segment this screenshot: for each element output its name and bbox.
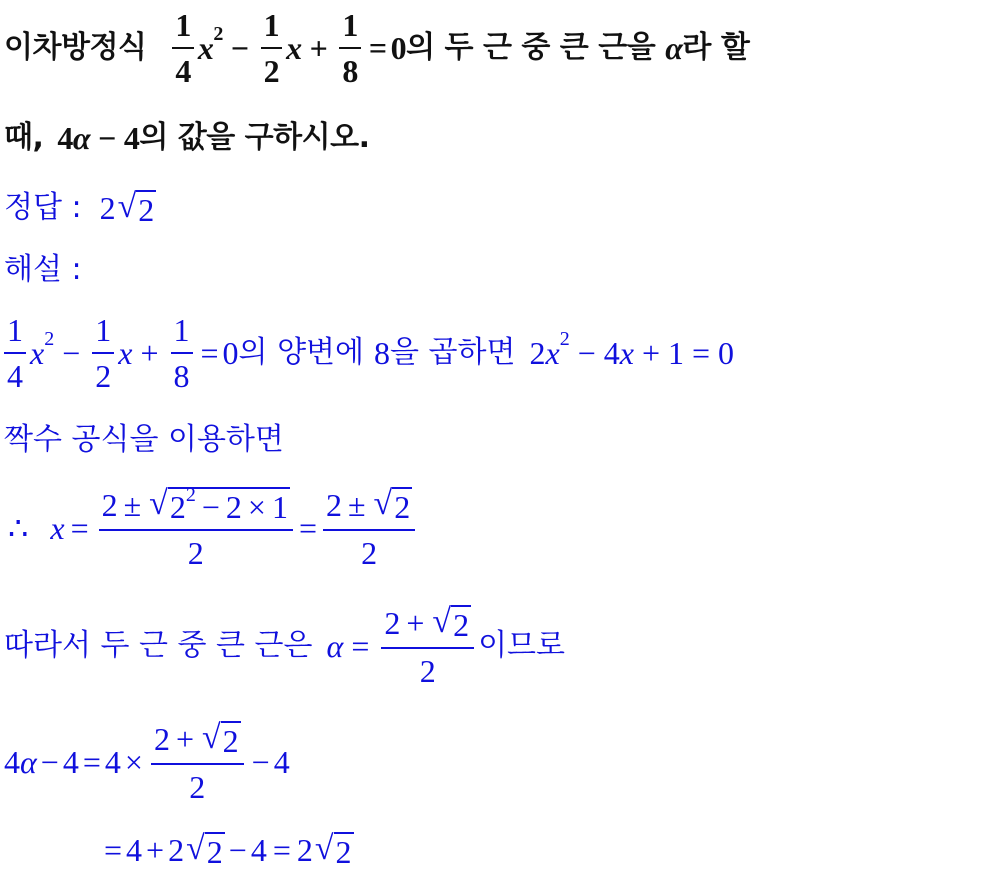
step-4: 따라서 두 근 중 큰 근은 α = 2 + √ 2 2 이므로 xyxy=(4,603,566,689)
therefore-symbol: ∴ xyxy=(8,510,29,546)
answer-label: 정답 : xyxy=(4,190,82,225)
quadratic-formula-fraction: 2 ± √ 2 2 − 2 × 1 2 xyxy=(99,487,293,569)
problem-text: 이차방정식 xyxy=(4,30,147,65)
explanation-label-line xyxy=(4,250,987,290)
fraction-one-half: $\frac{1}{2}$ xyxy=(261,9,283,87)
explanation-label: 해설 : xyxy=(4,252,82,287)
problem-line-1: 이차방정식 $\frac{1}{4}$ x 2 − $\frac{1}{2}$ x + $\frac{1}{8}$ = 0 의 두 근 중 큰 근을 α 라 할 xyxy=(4,7,750,89)
fraction-one-quarter: $\frac{1}{4}$ xyxy=(172,9,194,87)
step-1: $\frac{1}{4}$ x 2 − $\frac{1}{2}$ x + $\frac{1}{8}$ = 0 의 양변에 8 을 곱하면 2 x 2 − 4 x + 1 = 0 xyxy=(4,308,987,398)
step-5: 4 α − 4 = 4 × 2 + √ 2 2 − 4 xyxy=(4,719,290,805)
step-6: = 4 + 2 √ 2 − 4 = 2 √ 2 xyxy=(104,830,352,870)
variable-x: x xyxy=(197,30,214,66)
answer-line: 정답 : 2 √ 2 xyxy=(4,188,155,228)
step-2: 짝수 공식을 이용하면 xyxy=(4,422,284,457)
fraction-one-eighth: $\frac{1}{8}$ xyxy=(339,9,361,87)
alpha-symbol: α xyxy=(665,30,683,66)
square-root: √ 2 xyxy=(117,188,155,228)
problem-line-2: 때, 4 α − 4 의 값을 구하시오. xyxy=(4,120,370,156)
exponent: 2 xyxy=(213,23,223,45)
step-3: ∴ x = 2 ± √ 2 2 − 2 × 1 2 = 2 ± √ 2 2 xyxy=(4,478,987,578)
